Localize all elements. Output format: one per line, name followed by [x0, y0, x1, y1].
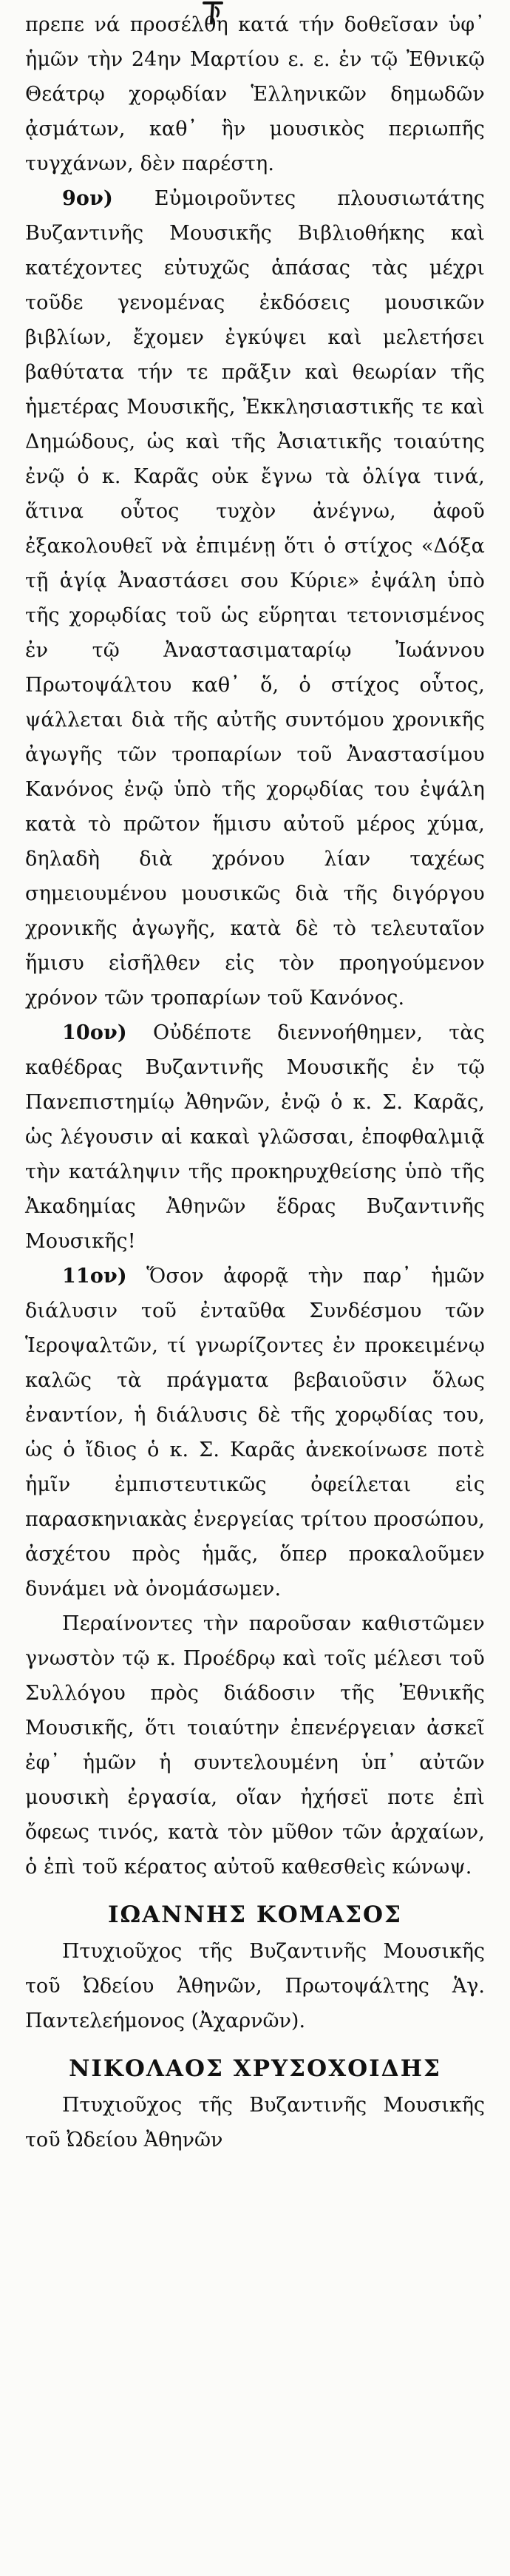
signature-name: ΝΙΚΟΛΑΟΣ ΧΡΥΣΟΧΟΙΔΗΣ — [69, 2055, 441, 2082]
intro-text: πρεπε νά προσέλθη κατά τήν δοθεῖσαν ὑφ᾽ ἡμῶν τὴν 24ην Μαρτίου ε. ε. ἐν τῷ Ἐθνικῷ Θεάτρῳ χορῳδίαν Ἑλληνικῶν δημωδῶν ᾀσμάτων, καθ᾽ ἣν μουσικὸς περιωπῆς τυγχάνων, δὲν παρέστη. — [25, 13, 485, 175]
paragraph-9-number: 9ον) — [62, 187, 113, 210]
paragraph-9-text: Εὐμοιροῦντες πλουσιωτάτης Βυζαντινῆς Μουσικῆς Βιβλιοθήκης καὶ κατέχοντες εὐτυχῶς ἁπάσας τὰς μέχρι τοῦδε γενομένας ἐκδόσεις μουσικῶν βιβλίων, ἔχομεν ἐγκύψει καὶ μελετήσει βαθύτατα τήν τε πρᾶξιν καὶ θεωρίαν τῆς ἡμετέρας Μουσικῆς, Ἐκκλησιαστικῆς τε καὶ Δημώδους, ὡς καὶ τῆς Ἀσιατικῆς τοιαύτης ἐνῷ ὁ κ. Καρᾶς οὐκ ἔγνω τὰ ὀλίγα τινά, ἅτινα οὗτος τυχὸν ἀνέγνω, ἀφοῦ ἐξακολουθεῖ νὰ ἐπιμένῃ ὅτι ὁ στίχος «Δόξα τῇ ἁγίᾳ Ἀναστάσει σου Κύριε» ἐψάλη ὑπὸ τῆς χορῳδίας τοῦ ὡς εὕρηται τετονισμένος ἐν τῷ Ἀναστασιματαρίῳ Ἰωάννου Πρωτοψάλτου καθ᾽ ὅ, ὁ στίχος οὗτος, ψάλλεται διὰ τῆς αὐτῆς συντόμου χρονικῆς ἀγωγῆς τῶν τροπαρίων τοῦ Ἀναστασίμου Κανόνος ἐνῷ ὑπὸ τῆς χορῳδίας του ἐψάλη κατὰ τὸ πρῶτον ἥμισυ αὐτοῦ μέρος χύμα, δηλαδὴ διὰ χρόνου λίαν ταχέως σημειουμένου μουσικῶς διὰ τῆς διγόργου χρονικῆς ἀγωγῆς, κατὰ δὲ τὸ τελευταῖον ἥμισυ εἰσῆλθεν εἰς τὸν προηγούμενον χρόνον τῶν τροπαρίων τοῦ Κανόνος. — [25, 187, 485, 1010]
paragraph-9 — [25, 181, 485, 1015]
closing-paragraph — [25, 1606, 485, 1884]
paragraph-10 — [25, 1015, 485, 1259]
closing-text: Περαίνοντες τὴν παροῦσαν καθιστῶμεν γνωστὸν τῷ κ. Προέδρῳ καὶ τοῖς μέλεσι τοῦ Συλλόγου πρὸς διάδοσιν τῆς Ἐθνικῆς Μουσικῆς, ὅτι τοιαύτην ἐπενέργειαν ἀσκεῖ ἐφ᾽ ἡμῶν ἡ συντελουμένη ὑπ᾽ αὐτῶν μουσικὴ ἐργασία, οἵαν ἠχήσεϊ ποτε ἐπὶ ὄφεως τινός, κατὰ τὸν μῦθον τῶν ἀρχαίων, ὁ ἐπὶ τοῦ κέρατος αὐτοῦ καθεσθεὶς κώνωψ. — [25, 1612, 485, 1879]
paragraph-11 — [25, 1259, 485, 1606]
paragraph-11-number: 11ον) — [62, 1265, 127, 1288]
signature-title: Πτυχιοῦχος τῆς Βυζαντινῆς Μουσικῆς τοῦ Ὠδείου Ἀθηνῶν — [25, 2094, 485, 2151]
paragraph-11-text: Ὅσον ἀφορᾷ τὴν παρ᾽ ἡμῶν διάλυσιν τοῦ ἐνταῦθα Συνδέσμου τῶν Ἱεροψαλτῶν, τί γνωρίζοντες ἐν προκειμένῳ καλῶς τὰ πράγματα βεβαιοῦσιν ὅλως ἐναντίον, ἡ διάλυσις δὲ τῆς χορῳδίας του, ὡς ὁ ἴδιος ὁ κ. Σ. Καρᾶς ἀνεκοίνωσε ποτὲ ἡμῖν ἐμπιστευτικῶς ὀφείλεται εἰς παρασκηνιακὰς ἐνεργείας τρίτου προσώπου, ἀσχέτου πρὸς ἡμᾶς, ὅπερ προκαλοῦμεν δυνάμει νὰ ὀνομάσωμεν. — [25, 1265, 485, 1600]
intro-paragraph — [25, 7, 485, 181]
signature-block-chrysochoidis — [25, 2049, 485, 2157]
signature-title: Πτυχιοῦχος τῆς Βυζαντινῆς Μουσικῆς τοῦ Ὠδείου Ἀθηνῶν, Πρωτοψάλτης Ἁγ. Παντελεήμονος (Ἀχαρνῶν). — [25, 1940, 485, 2032]
paragraph-10-text: Οὐδέποτε διεννοήθημεν, τὰς καθέδρας Βυζαντινῆς Μουσικῆς ἐν τῷ Πανεπιστημίῳ Ἀθηνῶν, ἐνῷ ὁ κ. Σ. Καρᾶς, ὡς λέγουσιν αἱ κακαὶ γλῶσσαι, ἐποφθαλμιᾷ τὴν κατάληψιν τῆς προκηρυχθείσης ὑπὸ τῆς Ἀκαδημίας Ἀθηνῶν ἕδρας Βυζαντινῆς Μουσικῆς! — [25, 1021, 485, 1253]
article-column — [25, 7, 485, 2157]
signature-block-komasos — [25, 1896, 485, 2038]
paragraph-10-number: 10ον) — [62, 1021, 127, 1044]
signature-name: ΙΩΑΝΝΗΣ ΚΟΜΑΣΟΣ — [108, 1901, 402, 1928]
